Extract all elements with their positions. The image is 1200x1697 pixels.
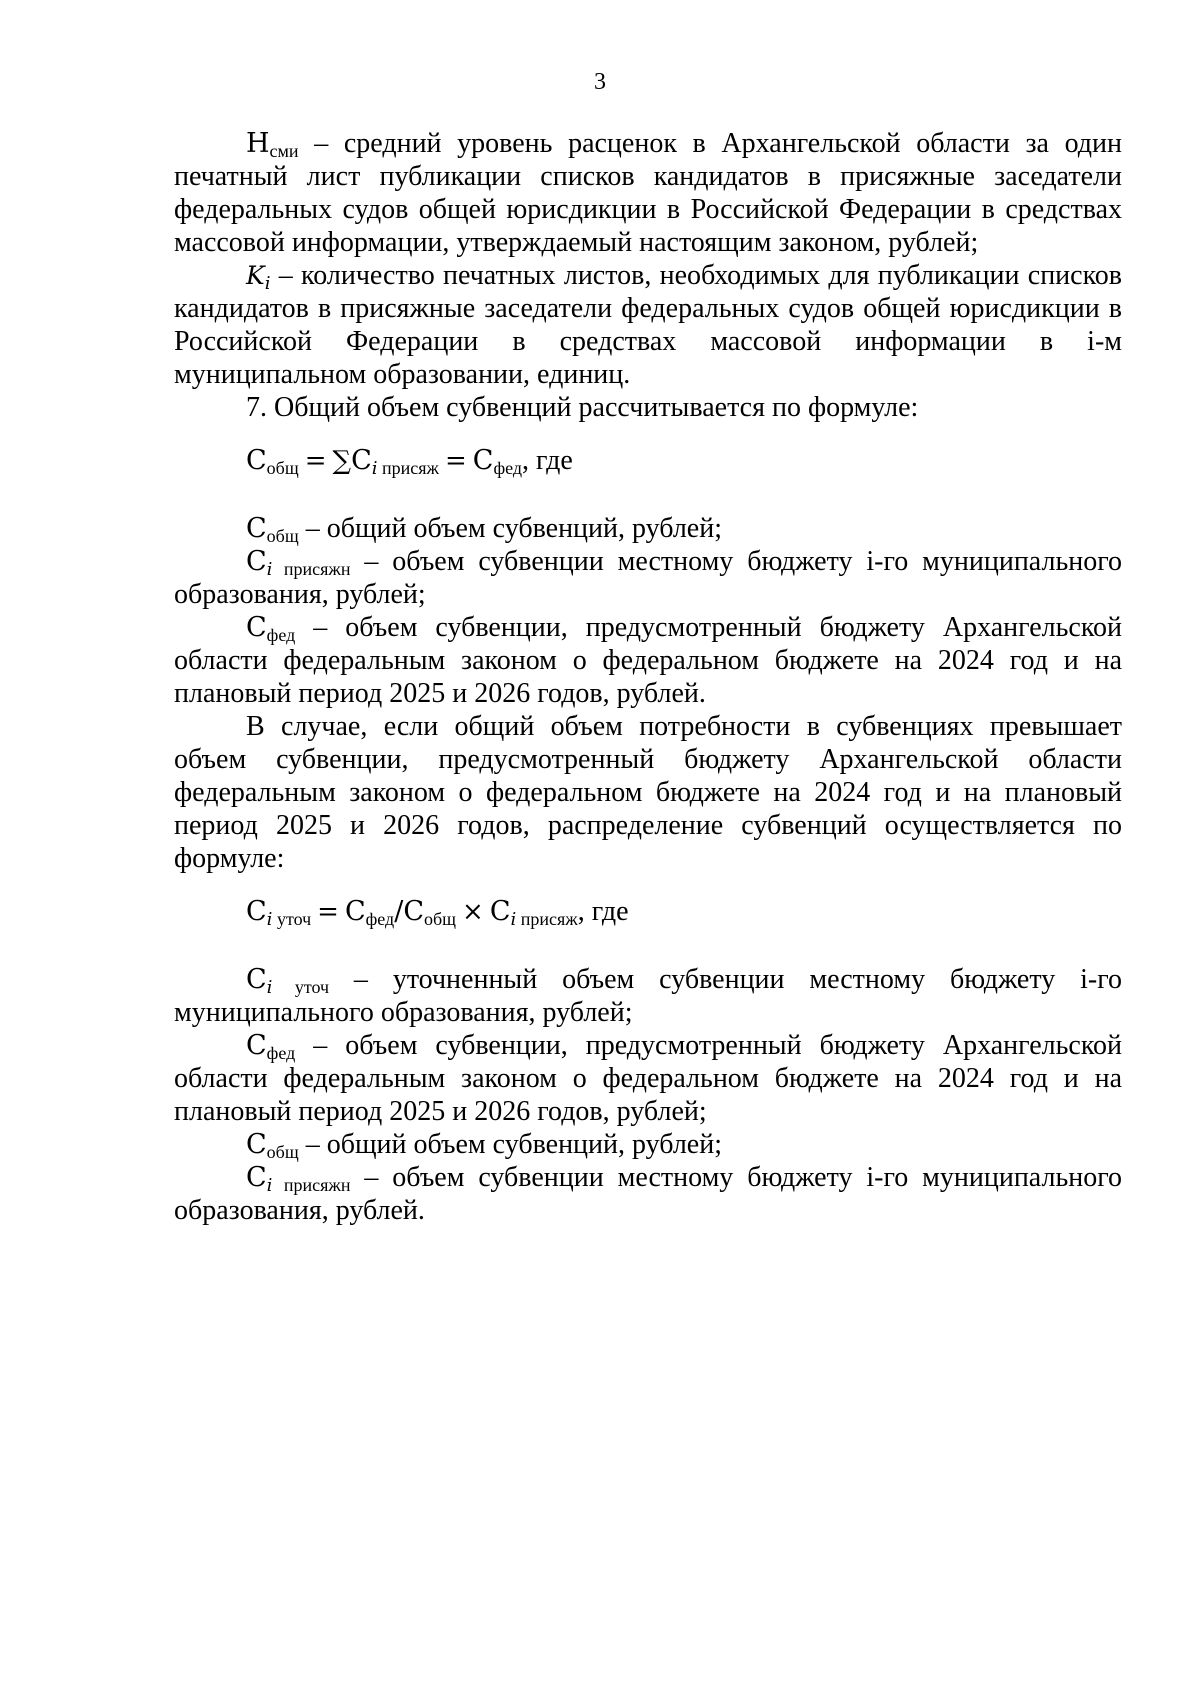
document-body xyxy=(174,127,1122,1227)
symbol-subscript: i присяж xyxy=(510,909,578,930)
division-sign: / xyxy=(394,896,404,927)
symbol: С xyxy=(344,896,366,927)
definition-text: – уточненный объем субвенции местному бюджету i-го муниципального образования, рублей; xyxy=(174,964,1123,1028)
definition-text: – объем субвенции местному бюджету i-го муниципального образования, рублей; xyxy=(174,546,1122,610)
symbol: С xyxy=(246,1129,267,1160)
definition-text: – объем субвенции местному бюджету i-го муниципального образования, рублей. xyxy=(174,1162,1122,1226)
definition-text: – средний уровень расценок в Архангельской области за один печатный лист публикации списков кандидатов в присяжные заседатели федеральных судов общей юрисдикции в Российской Федерации в средствах массовой информации, утверждаемый настоящим законом, рублей; xyxy=(174,128,1122,258)
paragraph-case: В случае, если общий объем потребности в субвенциях превышает объем субвенции, предусмотренный бюджету Архангельской области федеральным законом о федеральном бюджете на 2024 год и на плановый период 2025 и 2026 годов, распределение субвенций осуществляется по формуле: xyxy=(174,711,1122,874)
multiply-sign: × xyxy=(462,897,484,927)
symbol: С xyxy=(246,964,267,995)
formula-total xyxy=(174,444,1122,478)
symbol-subscript: i присяжн xyxy=(266,1175,351,1196)
symbol: С xyxy=(246,445,267,476)
definition-c-i-prisyazh xyxy=(174,545,1122,611)
symbol-subscript: фед xyxy=(365,909,395,929)
symbol: Н xyxy=(246,128,270,159)
definition-c-fed xyxy=(174,611,1122,710)
item-7: 7. Общий объем субвенций рассчитывается по формуле: xyxy=(246,392,919,423)
definition-c-i-utoch xyxy=(174,963,1122,1029)
definition-text: – объем субвенции, предусмотренный бюджету Архангельской области федеральным законом о федеральном бюджете на 2024 год и на плановый период 2025 и 2026 годов, рублей. xyxy=(174,612,1122,709)
symbol: С xyxy=(246,1030,267,1061)
symbol-subscript: общ xyxy=(266,1142,299,1162)
symbol-subscript: общ xyxy=(423,909,457,929)
symbol-subscript: i уточ xyxy=(266,977,330,998)
symbol: С xyxy=(472,445,494,476)
symbol-subscript: сми xyxy=(269,141,299,161)
definition-text: – общий объем субвенций, рублей; xyxy=(298,513,722,544)
symbol: K xyxy=(246,261,265,290)
symbol-subscript: общ xyxy=(266,458,299,478)
definition-text: – общий объем субвенций, рублей; xyxy=(298,1129,722,1160)
symbol: С xyxy=(403,896,424,927)
symbol-subscript: i уточ xyxy=(266,909,312,930)
symbol: С xyxy=(489,896,511,927)
symbol: С xyxy=(246,1162,267,1193)
symbol-subscript: фед xyxy=(266,1043,296,1063)
equals-sign: = xyxy=(317,897,339,927)
symbol: С xyxy=(246,546,267,577)
definition-text: – объем субвенции, предусмотренный бюджету Архангельской области федеральным законом о федеральном бюджете на 2024 год и на плановый период 2025 и 2026 годов, рублей; xyxy=(174,1030,1122,1127)
definition-text: – количество печатных листов, необходимых для публикации списков кандидатов в присяжные заседатели федеральных судов общей юрисдикции в Российской Федерации в средствах массовой информации в i-м муниципальном образовании, единиц. xyxy=(174,260,1122,390)
symbol-subscript: фед xyxy=(266,625,296,645)
symbol: С xyxy=(246,513,267,544)
formula-tail: , где xyxy=(577,896,629,927)
page-number: 3 xyxy=(594,69,606,95)
definition-k-i xyxy=(174,259,1122,391)
symbol-subscript: фед xyxy=(493,458,523,478)
symbol-subscript: i присяж xyxy=(371,458,439,479)
symbol-subscript: i присяжн xyxy=(266,559,351,580)
symbol: С xyxy=(246,896,267,927)
formula-tail: , где xyxy=(522,445,573,476)
definition-n-smi xyxy=(174,127,1122,259)
sum-sign: ∑ xyxy=(332,446,352,476)
symbol-subscript: общ xyxy=(266,526,299,546)
symbol: С xyxy=(246,612,267,643)
equals-sign: = xyxy=(304,446,327,476)
formula-refined xyxy=(174,895,1122,929)
definition-c-i-prisyazh-2 xyxy=(174,1161,1122,1227)
definition-c-obsh-2 xyxy=(174,1128,1122,1161)
definition-c-obsh xyxy=(174,512,1122,545)
symbol: С xyxy=(351,445,372,476)
equals-sign: = xyxy=(444,446,467,476)
symbol-subscript: i xyxy=(264,273,271,294)
definition-c-fed-2 xyxy=(174,1029,1122,1128)
